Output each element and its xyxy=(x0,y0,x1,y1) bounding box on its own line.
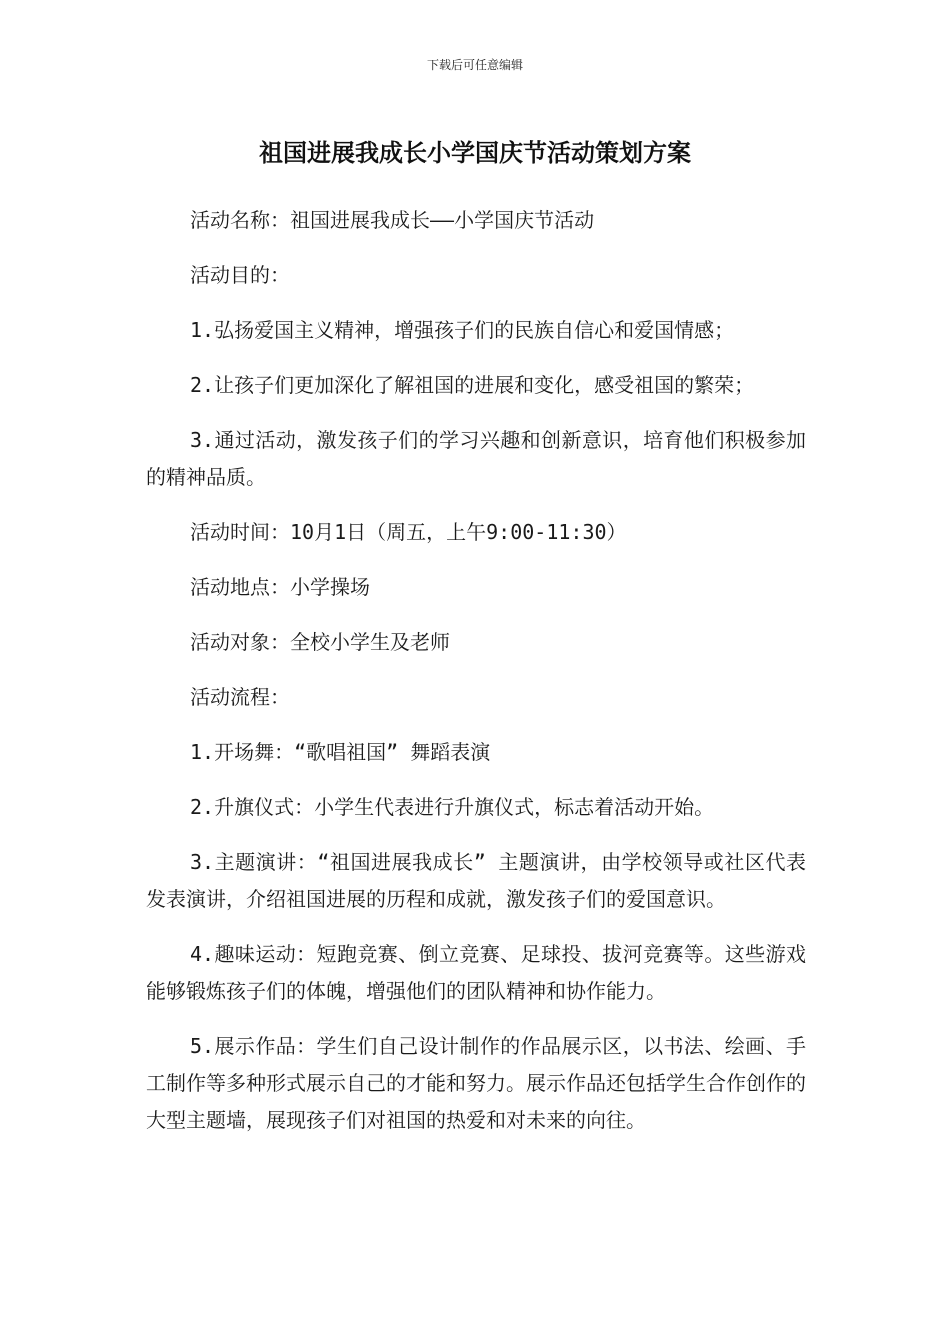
header-note: 下载后可任意编辑 xyxy=(426,58,523,72)
paragraph-purpose-2: 2.让孩子们更加深化了解祖国的进展和变化，感受祖国的繁荣； xyxy=(190,373,755,397)
paragraph-activity-location: 活动地点：小学操场 xyxy=(190,575,370,599)
paragraph-process-5: 5.展示作品：学生们自己设计制作的作品展示区，以书法、绘画、手工制作等多种形式展示自己的才能和努力。展示作品还包括学生合作创作的大型主题墙，展现孩子们对祖国的热爱和对未来的向往。 xyxy=(146,1034,806,1132)
paragraph-process-1: 1.开场舞：“歌唱祖国” 舞蹈表演 xyxy=(190,740,491,764)
document-title: 祖国进展我成长小学国庆节活动策划方案 xyxy=(259,139,691,167)
paragraph-purpose-3: 3.通过活动，激发孩子们的学习兴趣和创新意识，培育他们积极参加的精神品质。 xyxy=(146,428,806,489)
document-body xyxy=(146,202,806,1157)
paragraph-purpose-heading: 活动目的： xyxy=(190,263,290,287)
paragraph-process-3: 3.主题演讲：“祖国进展我成长” 主题演讲，由学校领导或社区代表发表演讲，介绍祖国进展的历程和成就，激发孩子们的爱国意识。 xyxy=(146,850,806,911)
paragraph-process-4: 4.趣味运动：短跑竞赛、倒立竞赛、足球投、拔河竞赛等。这些游戏能够锻炼孩子们的体魄，增强他们的团队精神和协作能力。 xyxy=(146,942,806,1003)
paragraph-activity-time: 活动时间：10月1日（周五，上午9:00-11:30） xyxy=(190,520,627,544)
paragraph-activity-audience: 活动对象：全校小学生及老师 xyxy=(190,630,450,654)
paragraph-process-heading: 活动流程： xyxy=(190,685,290,709)
paragraph-purpose-1: 1.弘扬爱国主义精神，增强孩子们的民族自信心和爱国情感； xyxy=(190,318,735,342)
paragraph-activity-name: 活动名称：祖国进展我成长——小学国庆节活动 xyxy=(190,208,595,232)
paragraph-process-2: 2.升旗仪式：小学生代表进行升旗仪式，标志着活动开始。 xyxy=(190,795,715,819)
